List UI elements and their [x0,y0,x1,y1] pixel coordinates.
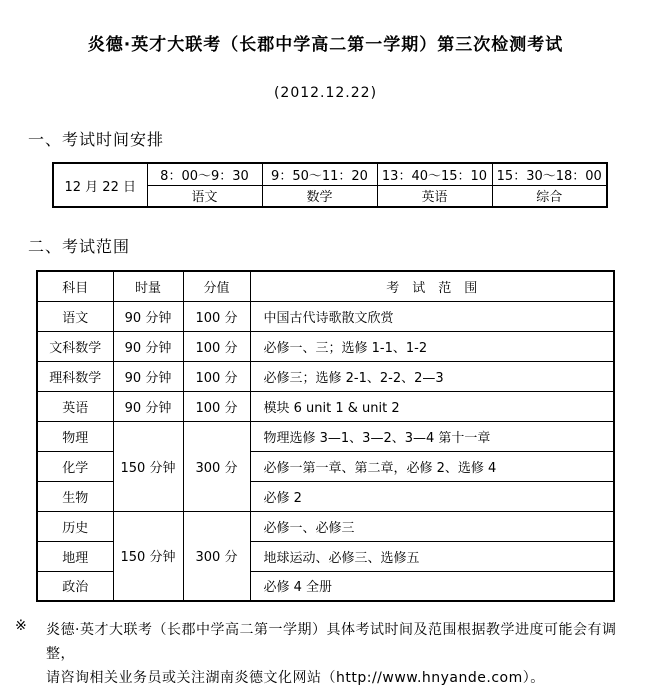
scope-cell: 必修一第一章、第二章，必修 2、选修 4 [250,451,614,481]
table-row-science-math [37,361,614,391]
section2-heading: 二、考试范围 [28,237,131,256]
footnote-text [46,618,641,690]
header-scope: 考 试 范 围 [250,271,614,301]
schedule-time-slot-2: 9：50～11：20 [262,163,377,185]
schedule-subject-1: 语文 [147,185,262,207]
header-subject: 科目 [37,271,113,301]
subject-cell: 政治 [37,571,113,601]
table-row-liberal-math [37,331,614,361]
scope-cell: 地球运动、必修三、选修五 [250,541,614,571]
duration-cell-arts-combo: 150 分钟 [113,511,183,601]
subject-cell: 文科数学 [37,331,113,361]
subject-cell: 历史 [37,511,113,541]
header-score: 分值 [183,271,250,301]
table-row-english [37,391,614,421]
score-cell-arts-combo: 300 分 [183,511,250,601]
scope-cell: 必修一、必修三 [250,511,614,541]
duration-cell-science-combo: 150 分钟 [113,421,183,511]
table-row-physics [37,421,614,451]
schedule-time-row [53,163,607,185]
duration-cell: 90 分钟 [113,301,183,331]
exam-schedule-table [52,162,608,208]
footnote-line-2: 请咨询相关业务员或关注湖南炎德文化网站（http://www.hnyande.com）。 [46,670,545,686]
score-cell: 100 分 [183,301,250,331]
table-row-chinese [37,301,614,331]
exam-scope-table [36,270,615,602]
scope-cell: 中国古代诗歌散文欣赏 [250,301,614,331]
footnote [15,618,641,690]
document-title: 炎德·英才大联考（长郡中学高二第一学期）第三次检测考试 [87,35,564,55]
subject-cell: 生物 [37,481,113,511]
schedule-time-slot-4: 15：30～18：00 [492,163,607,185]
schedule-time-slot-1: 8：00～9：30 [147,163,262,185]
duration-cell: 90 分钟 [113,361,183,391]
duration-cell: 90 分钟 [113,391,183,421]
scope-header-row [37,271,614,301]
scope-cell: 必修 2 [250,481,614,511]
duration-cell: 90 分钟 [113,331,183,361]
schedule-time-slot-3: 13：40～15：10 [377,163,492,185]
section1-heading: 一、考试时间安排 [28,130,165,149]
score-cell: 100 分 [183,331,250,361]
scope-cell: 必修一、三；选修 1-1、1-2 [250,331,614,361]
schedule-subject-3: 英语 [377,185,492,207]
footnote-line-1: 炎德·英才大联考（长郡中学高二第一学期）具体考试时间及范围根据教学进度可能会有调整， [46,622,617,662]
score-cell: 100 分 [183,391,250,421]
scope-cell: 模块 6 unit 1 & unit 2 [250,391,614,421]
subject-cell: 语文 [37,301,113,331]
footnote-marker: ※ [15,618,27,634]
subject-cell: 英语 [37,391,113,421]
score-cell-science-combo: 300 分 [183,421,250,511]
scope-cell: 必修 4 全册 [250,571,614,601]
subject-cell: 物理 [37,421,113,451]
scope-cell: 必修三；选修 2-1、2-2、2—3 [250,361,614,391]
table-row-history [37,511,614,541]
header-duration: 时量 [113,271,183,301]
schedule-date-cell: 12 月 22 日 [53,163,147,207]
scope-cell: 物理选修 3—1、3—2、3—4 第十一章 [250,421,614,451]
document-date: (2012.12.22) [273,85,378,101]
schedule-subject-2: 数学 [262,185,377,207]
subject-cell: 化学 [37,451,113,481]
score-cell: 100 分 [183,361,250,391]
schedule-subject-4: 综合 [492,185,607,207]
subject-cell: 地理 [37,541,113,571]
subject-cell: 理科数学 [37,361,113,391]
